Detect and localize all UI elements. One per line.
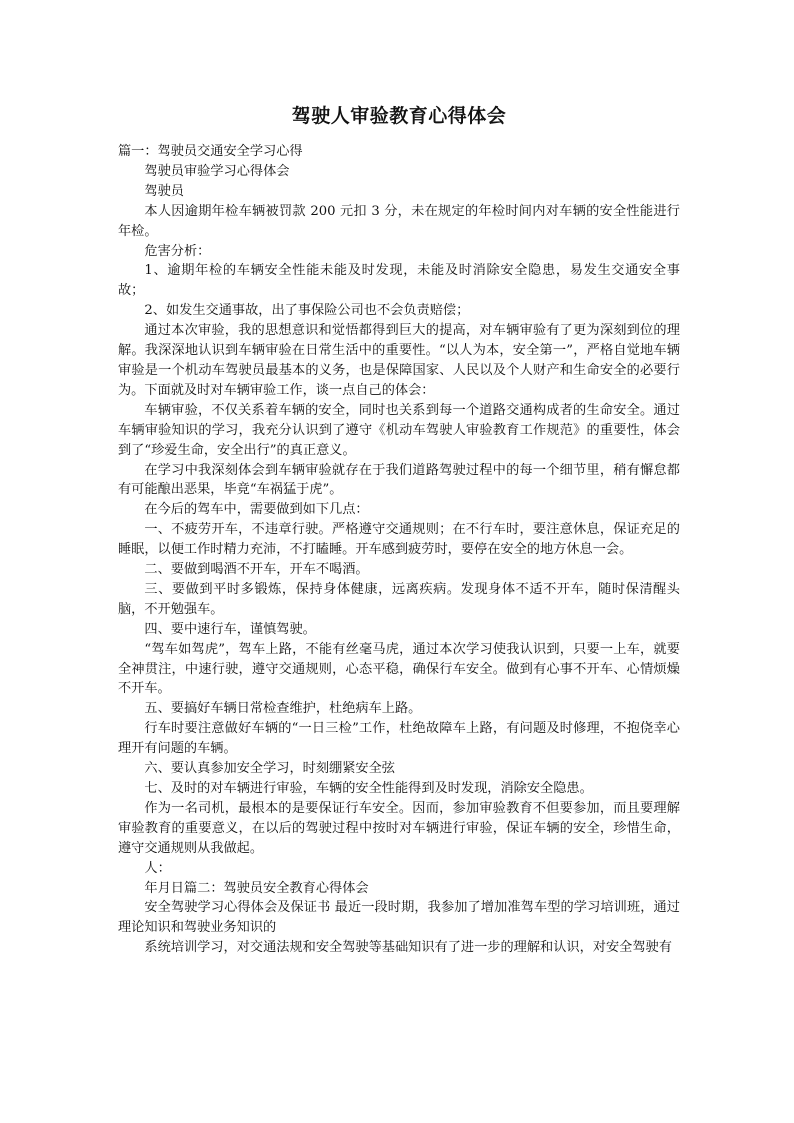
paragraph: 危害分析：: [144, 243, 211, 259]
paragraph: 驾驶员: [144, 183, 184, 199]
paragraph: 行车时要注意做好车辆的“一日三检”工作，杜绝故障车上路，有问题及时修理，不抱侥幸心理开有问题的车辆。: [118, 721, 680, 757]
paragraph: 人：: [144, 860, 171, 876]
document-body: [118, 104, 680, 958]
paragraph: 篇一：驾驶员交通安全学习心得: [118, 144, 303, 159]
paragraph: 在今后的驾车中，需要做到如下几点：: [144, 502, 369, 518]
paragraph: 驾驶员审验学习心得体会: [144, 163, 290, 179]
paragraph: “驾车如驾虎”，驾车上路，不能有丝毫马虎，通过本次学习使我认识到，只要一上车，就要全神贯注，中速行驶，遵守交通规则，心态平稳，确保行车安全。做到有心事不开车、心情烦燥不开车。: [118, 641, 680, 697]
paragraph: 系统培训学习，对交通法规和安全驾驶等基础知识有了进一步的理解和认识，对安全驾驶有: [144, 940, 672, 956]
paragraph: 年月日篇二：驾驶员安全教育心得体会: [144, 880, 369, 896]
document-title: 驾驶人审验教育心得体会: [291, 105, 507, 127]
paragraph: 二、要做到喝酒不开车，开车不喝酒。: [144, 562, 369, 578]
paragraph: 一、不疲劳开车，不违章行驶。严格遵守交通规则；在不行车时，要注意休息，保证充足的睡眠，以便工作时精力充沛，不打瞌睡。开车感到疲劳时，要停在安全的地方休息一会。: [118, 522, 680, 558]
paragraph: 三、要做到平时多锻炼，保持身体健康，远离疾病。发现身体不适不开车，随时保清醒头脑，不开勉强车。: [118, 581, 680, 617]
paragraph: 车辆审验，不仅关系着车辆的安全，同时也关系到每一个道路交通构成者的生命安全。通过车辆审验知识的学习，我充分认识到了遵守《机动车驾驶人审验教育工作规范》的重要性，体会到了“珍爱生命，安全出行”的真正意义。: [118, 402, 680, 458]
paragraph: 在学习中我深刻体会到车辆审验就存在于我们道路驾驶过程中的每一个细节里，稍有懈怠都有可能酿出恶果，毕竟“车祸猛于虎”。: [118, 462, 680, 498]
paragraph-list: [118, 142, 680, 958]
paragraph: 2、如发生交通事故，出了事保险公司也不会负责赔偿；: [144, 303, 470, 319]
paragraph: 七、及时的对车辆进行审验，车辆的安全性能得到及时发现，消除安全隐患。: [144, 781, 593, 796]
paragraph: 五、要搞好车辆日常检查维护，杜绝病车上路。: [144, 701, 422, 717]
paragraph: 1、逾期年检的车辆安全性能未能及时发现，未能及时消除安全隐患，易发生交通安全事故；: [118, 263, 680, 299]
paragraph: 本人因逾期年检车辆被罚款 200 元扣 3 分，未在规定的年检时间内对车辆的安全性能进行年检。: [118, 203, 680, 239]
paragraph: 安全驾驶学习心得体会及保证书 最近一段时期，我参加了增加准驾车型的学习培训班，通过理论知识和驾驶业务知识的: [118, 900, 680, 936]
paragraph: 作为一名司机，最根本的是要保证行车安全。因而，参加审验教育不但要参加，而且要理解审验教育的重要意义，在以后的驾驶过程中按时对车辆进行审验，保证车辆的安全，珍惜生命，遵守交通规则从我做起。: [118, 800, 680, 856]
paragraph: 六、要认真参加安全学习，时刻绷紧安全弦: [144, 761, 395, 777]
paragraph: 四、要中速行车，谨慎驾驶。: [144, 621, 316, 637]
paragraph: 通过本次审验，我的思想意识和觉悟都得到巨大的提高，对车辆审验有了更为深刻到位的理解。我深深地认识到车辆审验在日常生活中的重要性。“以人为本，安全第一”，严格自觉地车辆审验是一个机动车驾驶员最基本的义务，也是保障国家、人民以及个人财产和生命安全的必要行为。下面就及时对车辆审验工作，谈一点自己的体会：: [118, 323, 680, 398]
